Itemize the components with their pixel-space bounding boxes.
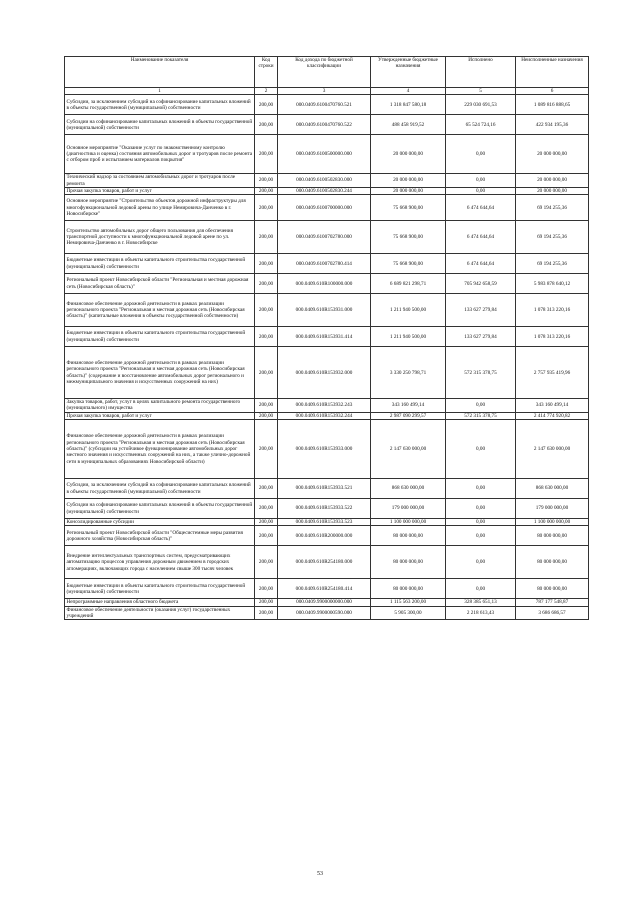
executed-amount-cell: 2 218 613,43 [446,606,516,620]
approved-amount-cell: 343 160 499,14 [371,399,446,413]
unexecuted-amount-cell: 179 000 000,00 [516,499,589,519]
income-code-cell: 000.0409.610R200000.000 [278,526,371,546]
indicator-name-cell: Непрограммные направления областного бюджета [65,599,255,606]
approved-amount-cell: 20 000 000,00 [371,174,446,188]
executed-amount-cell: 0,00 [446,499,516,519]
line-code-cell: 200,00 [255,412,278,419]
indicator-name-cell: Прочая закупка товаров, работ и услуг [65,187,255,194]
line-code-cell: 200,00 [255,606,278,620]
unexecuted-amount-cell: 868 630 000,00 [516,479,589,499]
approved-amount-cell: 6 689 821 298,71 [371,274,446,294]
unexecuted-amount-cell: 80 000 000,00 [516,546,589,579]
unexecuted-amount-cell: 1 100 000 000,00 [516,519,589,526]
executed-amount-cell: 133 627 279,84 [446,327,516,347]
executed-amount-cell: 0,00 [446,420,516,479]
table-row [65,420,589,479]
indicator-name-cell: Субсидии на софинансирование капитальных вложений в объекты государственной (муниципальной) собственности [65,499,255,519]
approved-amount-cell: 1 318 847 580,18 [371,95,446,115]
executed-amount-cell: 0,00 [446,526,516,546]
approved-amount-cell: 75 668 900,00 [371,254,446,274]
approved-amount-cell: 80 000 000,00 [371,546,446,579]
executed-amount-cell: 328 385 651,13 [446,599,516,606]
executed-amount-cell: 65 524 724,16 [446,115,516,135]
line-code-cell: 200,00 [255,499,278,519]
approved-amount-cell: 5 905 300,00 [371,606,446,620]
indicator-name-cell: Консолидированные субсидии [65,519,255,526]
line-code-cell: 200,00 [255,599,278,606]
line-code-cell: 200,00 [255,294,278,327]
indicator-name-cell: Основное мероприятие "Оказание услуг по знакомственному контролю (диагностика и оценка) состояния автомобильных дорог и тротуаров после ремонта с отбором проб и испытанием материалов покрытия" [65,135,255,174]
indicator-name-cell: Закупка товаров, работ, услуг в целях капитального ремонта государственного (муниципального) имущества [65,399,255,413]
executed-amount-cell: 6 474 644,64 [446,195,516,221]
approved-amount-cell: 179 000 000,00 [371,499,446,519]
income-code-cell: 000.0409.9900000000.000 [278,599,371,606]
income-code-cell: 000.0409.6100500000.000 [278,135,371,174]
page-number: 53 [317,871,323,877]
table-row [65,95,589,115]
unexecuted-amount-cell: 20 000 000,00 [516,174,589,188]
income-code-cell: 000.0409.610R153931.000 [278,294,371,327]
table-row [65,254,589,274]
approved-amount-cell: 80 000 000,00 [371,526,446,546]
header-unexecuted: Неисполненные назначения [516,57,589,88]
income-code-cell: 000.0409.6100502830.244 [278,187,371,194]
table-row [65,221,589,254]
income-code-cell: 000.0409.610R153933.000 [278,420,371,479]
income-code-cell: 000.0409.6100470760.522 [278,115,371,135]
indicator-name-cell: Субсидии на софинансирование капитальных вложений в объекты государственной (муниципальной) собственности [65,115,255,135]
approved-amount-cell: 3 330 250 798,71 [371,347,446,399]
line-code-cell: 200,00 [255,526,278,546]
executed-amount-cell: 133 627 279,84 [446,294,516,327]
line-code-cell: 200,00 [255,420,278,479]
table-row [65,526,589,546]
approved-amount-cell: 1 211 940 500,00 [371,294,446,327]
income-code-cell: 000.0409.610R100000.000 [278,274,371,294]
indicator-name-cell: Бюджетные инвестиции в объекты капитального строительства государственной (муниципальной) собственности [65,579,255,599]
line-code-cell: 200,00 [255,195,278,221]
unexecuted-amount-cell: 1 078 313 220,16 [516,327,589,347]
column-number: 6 [516,88,589,95]
table-row [65,115,589,135]
income-code-cell: 000.0409.610R153932.243 [278,399,371,413]
executed-amount-cell: 0,00 [446,135,516,174]
executed-amount-cell: 6 474 644,64 [446,221,516,254]
indicator-name-cell: Финансовое обеспечение дорожной деятельности в рамках реализации регионального проекта "Региональная и местная дорожная сеть (Новосибирская область)" (субсидии на устойчивое функционирование автомобильных дорог местного значения и искусственных сооружений на них, а также улично-дорожной сети в муниципальных образованиях Новосибирской области) [65,420,255,479]
income-code-cell: 000.0409.9900000590.000 [278,606,371,620]
column-number: 5 [446,88,516,95]
indicator-name-cell: Финансовое обеспечение дорожной деятельности в рамках реализации регионального проекта "Региональная и местная дорожная сеть (Новосибирская область)" (капитальные вложения в объекты государственной собственности) [65,294,255,327]
line-code-cell: 200,00 [255,187,278,194]
line-code-cell: 200,00 [255,274,278,294]
approved-amount-cell: 75 668 900,00 [371,221,446,254]
line-code-cell: 200,00 [255,174,278,188]
approved-amount-cell: 75 668 900,00 [371,195,446,221]
line-code-cell: 200,00 [255,115,278,135]
unexecuted-amount-cell: 3 686 686,57 [516,606,589,620]
executed-amount-cell: 0,00 [446,546,516,579]
unexecuted-amount-cell: 20 000 000,00 [516,135,589,174]
approved-amount-cell: 868 630 000,00 [371,479,446,499]
income-code-cell: 000.0409.610R153933.522 [278,499,371,519]
executed-amount-cell: 229 030 691,53 [446,95,516,115]
line-code-cell: 200,00 [255,254,278,274]
table-row [65,195,589,221]
table-row [65,479,589,499]
line-code-cell: 200,00 [255,327,278,347]
unexecuted-amount-cell: 20 000 000,00 [516,187,589,194]
unexecuted-amount-cell: 5 983 878 640,12 [516,274,589,294]
executed-amount-cell: 0,00 [446,174,516,188]
approved-amount-cell: 2 147 630 000,00 [371,420,446,479]
income-code-cell: 000.0409.6100702780.414 [278,254,371,274]
table-body [65,95,589,620]
indicator-name-cell: Строительство автомобильных дорог общего пользования для обеспечения транспортной доступности к многофункциональной ледовой арене по ул. Немировича-Данченко в г. Новосибирске [65,221,255,254]
unexecuted-amount-cell: 69 194 255,36 [516,195,589,221]
indicator-name-cell: Финансовое обеспечение деятельности (оказания услуг) государственных учреждений [65,606,255,620]
header-line-code: Код строки [255,57,278,88]
unexecuted-amount-cell: 80 000 000,00 [516,579,589,599]
column-number: 2 [255,88,278,95]
approved-amount-cell: 2 987 090 299,57 [371,412,446,419]
income-code-cell: 000.0409.6100470760.521 [278,95,371,115]
executed-amount-cell: 572 315 378,75 [446,412,516,419]
unexecuted-amount-cell: 2 414 774 920,82 [516,412,589,419]
line-code-cell: 200,00 [255,579,278,599]
executed-amount-cell: 572 315 378,75 [446,347,516,399]
approved-amount-cell: 488 458 919,52 [371,115,446,135]
column-number: 4 [371,88,446,95]
line-code-cell: 200,00 [255,347,278,399]
indicator-name-cell: Внедрение интеллектуальных транспортных систем, предусматривающих автоматизацию процессов управления дорожным движением в городских агломерациях, включающих города с населением свыше 300 тысяч человек [65,546,255,579]
table-row [65,519,589,526]
line-code-cell: 200,00 [255,479,278,499]
income-code-cell: 000.0409.610R254180.000 [278,546,371,579]
approved-amount-cell: 1 100 000 000,00 [371,519,446,526]
indicator-name-cell: Прочая закупка товаров, работ и услуг [65,412,255,419]
executed-amount-cell: 0,00 [446,519,516,526]
approved-amount-cell: 20 000 000,00 [371,187,446,194]
table-row [65,399,589,413]
table-row [65,187,589,194]
table-row [65,327,589,347]
table-row [65,599,589,606]
executed-amount-cell: 705 942 658,59 [446,274,516,294]
table-row [65,579,589,599]
header-executed: Исполнено [446,57,516,88]
budget-table [64,56,589,620]
income-code-cell: 000.0409.6100700000.000 [278,195,371,221]
line-code-cell: 200,00 [255,221,278,254]
unexecuted-amount-cell: 69 194 255,36 [516,254,589,274]
header-approved: Утвержденные бюджетные назначения [371,57,446,88]
column-number: 1 [65,88,255,95]
table-row [65,499,589,519]
line-code-cell: 200,00 [255,519,278,526]
table-row [65,546,589,579]
table-row [65,174,589,188]
income-code-cell: 000.0409.6100502830.000 [278,174,371,188]
table-row [65,347,589,399]
income-code-cell: 000.0409.610R153931.414 [278,327,371,347]
income-code-cell: 000.0409.610R153933.523 [278,519,371,526]
line-code-cell: 200,00 [255,135,278,174]
unexecuted-amount-cell: 2 757 935 419,96 [516,347,589,399]
approved-amount-cell: 1 211 940 500,00 [371,327,446,347]
income-code-cell: 000.0409.610R153933.521 [278,479,371,499]
executed-amount-cell: 0,00 [446,579,516,599]
line-code-cell: 200,00 [255,546,278,579]
indicator-name-cell: Технический надзор за состоянием автомобильных дорог и тротуаров после ремонта [65,174,255,188]
table-row [65,412,589,419]
approved-amount-cell: 80 000 000,00 [371,579,446,599]
column-number: 3 [278,88,371,95]
table-row [65,294,589,327]
approved-amount-cell: 20 000 000,00 [371,135,446,174]
unexecuted-amount-cell: 2 147 630 000,00 [516,420,589,479]
approved-amount-cell: 1 115 563 200,00 [371,599,446,606]
unexecuted-amount-cell: 787 177 548,87 [516,599,589,606]
income-code-cell: 000.0409.6100702780.000 [278,221,371,254]
table-row [65,274,589,294]
indicator-name-cell: Финансовое обеспечение дорожной деятельности в рамках реализации регионального проекта "Региональная и местная дорожная сеть (Новосибирская область)" (содержание и восстановление автомобильных дорог регионального и межмуниципального значения и искусственных сооружений на них) [65,347,255,399]
line-code-cell: 200,00 [255,95,278,115]
income-code-cell: 000.0409.610R153932.000 [278,347,371,399]
indicator-name-cell: Региональный проект Новосибирской области "Региональная и местная дорожная сеть (Новосибирская область)" [65,274,255,294]
executed-amount-cell: 0,00 [446,479,516,499]
executed-amount-cell: 6 474 644,64 [446,254,516,274]
column-number-row [65,88,589,95]
income-code-cell: 000.0409.610R153932.244 [278,412,371,419]
executed-amount-cell: 0,00 [446,187,516,194]
indicator-name-cell: Бюджетные инвестиции в объекты капитального строительства государственной (муниципальной) собственности [65,327,255,347]
unexecuted-amount-cell: 80 000 000,00 [516,526,589,546]
unexecuted-amount-cell: 343 160 499,14 [516,399,589,413]
table-header-row [65,57,589,88]
unexecuted-amount-cell: 1 078 313 220,16 [516,294,589,327]
header-income-code: Код дохода по бюджетной классификации [278,57,371,88]
unexecuted-amount-cell: 1 089 816 888,65 [516,95,589,115]
income-code-cell: 000.0409.610R254180.414 [278,579,371,599]
executed-amount-cell: 0,00 [446,399,516,413]
indicator-name-cell: Субсидии, за исключением субсидий на софинансирование капитальных вложений в объекты государственной (муниципальной) собственности [65,479,255,499]
unexecuted-amount-cell: 69 194 255,36 [516,221,589,254]
indicator-name-cell: Основное мероприятие "Строительство объектов дорожной инфраструктуры для многофункциональной ледовой арены по улице Немировича-Данченко в г. Новосибирске" [65,195,255,221]
header-indicator-name: Наименование показателя [65,57,255,88]
indicator-name-cell: Бюджетные инвестиции в объекты капитального строительства государственной (муниципальной) собственности [65,254,255,274]
line-code-cell: 200,00 [255,399,278,413]
table-row [65,135,589,174]
indicator-name-cell: Субсидии, за исключением субсидий на софинансирование капитальных вложений в объекты государственной (муниципальной) собственности [65,95,255,115]
budget-execution-sheet [64,56,588,620]
table-row [65,606,589,620]
unexecuted-amount-cell: 422 934 195,36 [516,115,589,135]
indicator-name-cell: Региональный проект Новосибирской области "Общесистемные меры развития дорожного хозяйства (Новосибирская область)" [65,526,255,546]
